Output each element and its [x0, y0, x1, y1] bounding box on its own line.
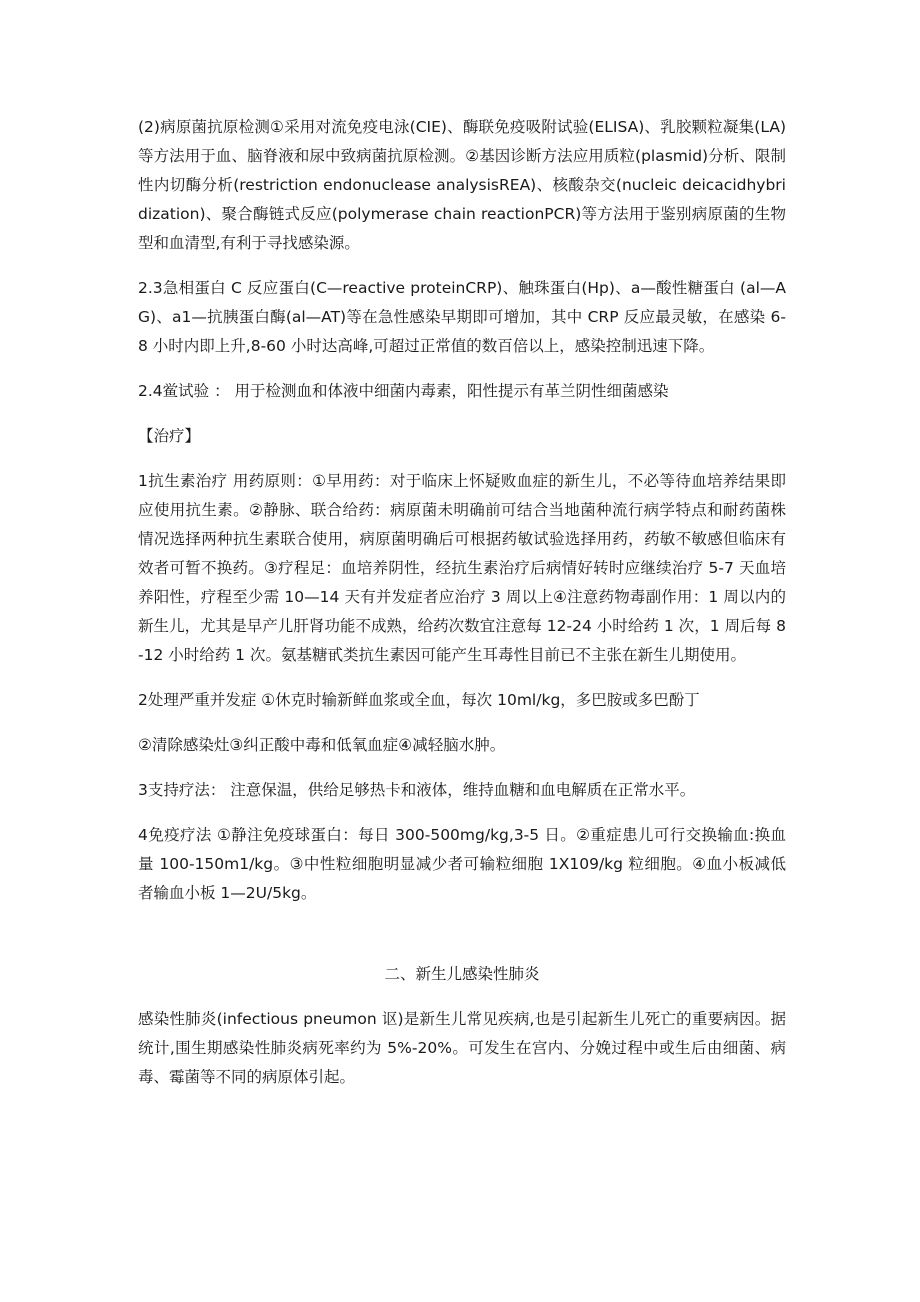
paragraph-pneumonia-intro: 感染性肺炎(infectious pneumon 讴)是新生儿常见疾病,也是引起新生儿死亡的重要病因。据统计,围生期感染性肺炎病死率约为 5%-20%。可发生在宫内、分娩过程中或生后由细菌、病毒、霉菌等不同的病原体引起。 [138, 1010, 786, 1086]
paragraph-complications: 2处理严重并发症 ①休克时输新鲜血浆或全血，每次 10ml/kg，多巴胺或多巴酚丁 [138, 691, 700, 709]
section-heading-neonatal-pneumonia: 二、新生儿感染性肺炎 [384, 965, 540, 983]
paragraph-supportive-therapy: 3支持疗法： 注意保温，供给足够热卡和液体，维持血糖和血电解质在正常水平。 [138, 781, 696, 799]
section-heading-treatment: 【治疗】 [138, 427, 201, 445]
paragraph-limulus-test: 2.4鲎试验 ： 用于检测血和体液中细菌内毒素，阳性提示有革兰阴性细菌感染 [138, 382, 669, 400]
document-page [138, 113, 786, 1092]
paragraph-acute-phase-protein: 2.3急相蛋白 C 反应蛋白(C—reactive proteinCRP)、触珠蛋白(Hp)、a—酸性糖蛋白 (al—AG)、a1—抗胰蛋白酶(al—AT)等在急性感染早期即可增加，其中 CRP 反应最灵敏，在感染 6-8 小时内即上升,8-60 小时达高峰,可超过正常值的数百倍以上，感染控制迅速下降。 [138, 279, 786, 355]
paragraph-antibiotic-therapy: 1抗生素治疗 用药原则：①早用药：对于临床上怀疑败血症的新生儿，不必等待血培养结果即应使用抗生素。②静脉、联合给药：病原菌未明确前可结合当地菌种流行病学特点和耐药菌株情况选择两种抗生素联合使用，病原菌明确后可根据药敏试验选择用药，药敏不敏感但临床有效者可暂不换药。③疗程足：血培养阴性，经抗生素治疗后病情好转时应继续治疗 5-7 天血培养阳性，疗程至少需 10—14 天有并发症者应治疗 3 周以上④注意药物毒副作用：1 周以内的新生儿，尤其是早产儿肝肾功能不成熟，给药次数宜注意每 12-24 小时给药 1 次，1 周后每 8-12 小时给药 1 次。氨基糖甙类抗生素因可能产生耳毒性目前已不主张在新生儿期使用。 [138, 472, 786, 664]
paragraph-antigen-detection: (2)病原菌抗原检测①采用对流免疫电泳(CIE)、酶联免疫吸附试验(ELISA)、乳胶颗粒凝集(LA)等方法用于血、脑脊液和尿中致病菌抗原检测。②基因诊断方法应用质粒(plasmid)分析、限制性内切酶分析(restriction endonuclease analysisREA)、核酸杂交(nucleic deicacidhybridization)、聚合酶链式反应(polymerase chain reactionPCR)等方法用于鉴别病原菌的生物型和血清型,有利于寻找感染源。 [138, 118, 786, 252]
paragraph-infection-focus: ②清除感染灶③纠正酸中毒和低氧血症④减轻脑水肿。 [138, 736, 506, 754]
paragraph-immunotherapy: 4免疫疗法 ①静注免疫球蛋白：每日 300-500mg/kg,3-5 日。②重症患儿可行交换输血:换血量 100-150m1/kg。③中性粒细胞明显减少者可输粒细胞 1X109/kg 粒细胞。④血小板减低者输血小板 1—2U/5kg。 [138, 826, 786, 902]
